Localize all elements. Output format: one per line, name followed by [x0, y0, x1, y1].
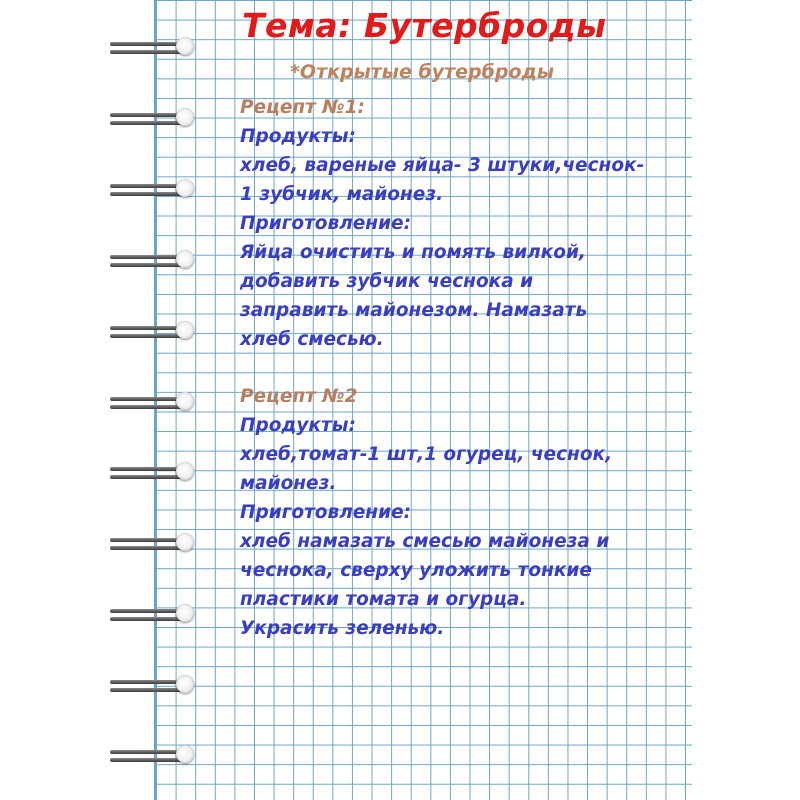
recipe-2-prep-label: Приготовление:: [240, 502, 411, 523]
recipe-2-prep-line: хлеб намазать смесью майонеза и: [240, 531, 610, 552]
recipe-1-prep-line: добавить зубчик чеснока и: [240, 271, 534, 292]
recipe-1-prep-line: заправить майонезом. Намазать: [240, 300, 588, 321]
recipe-1-prep-line: хлеб смесью.: [240, 329, 384, 350]
recipe-2-prep-line: Украсить зеленью.: [240, 618, 445, 639]
recipe-2-prep-line: чеснока, сверху уложить тонкие: [240, 560, 592, 581]
page-title: Тема: Бутерброды: [242, 6, 607, 45]
recipe-1-products-line: хлеб, вареные яйца- 3 штуки,чеснок-: [240, 155, 645, 176]
recipe-2-products-line: майонез.: [240, 473, 337, 494]
recipe-2-products-line: хлеб,томат-1 шт,1 огурец, чеснок,: [240, 444, 613, 465]
recipe-2-products-label: Продукты:: [240, 415, 356, 436]
page-subtitle: *Открытые бутерброды: [290, 61, 555, 83]
recipe-1-heading: Рецепт №1:: [240, 97, 365, 118]
recipe-1-prep-line: Яйца очистить и помять вилкой,: [240, 242, 586, 263]
recipe-1-prep-label: Приготовление:: [240, 213, 411, 234]
recipe-2-prep-line: пластики томата и огурца.: [240, 589, 527, 610]
recipe-2-heading: Рецепт №2: [240, 386, 358, 407]
recipe-1-products-label: Продукты:: [240, 126, 356, 147]
recipe-1-products-line: 1 зубчик, майонез.: [240, 184, 444, 205]
